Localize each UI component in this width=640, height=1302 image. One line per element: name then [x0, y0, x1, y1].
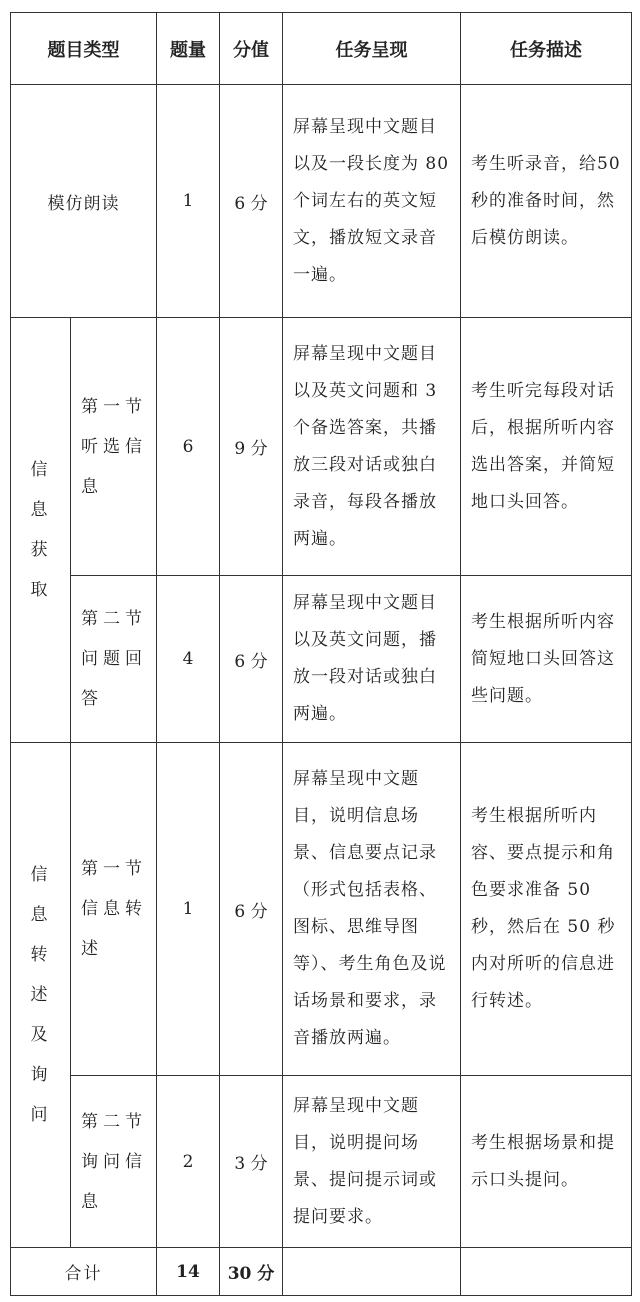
row-presentation: 屏幕呈现中文题目以及英文问题和 3 个备选答案，共播放三段对话或独白录音，每段各播放两遍。 [283, 318, 461, 576]
row-count: 6 [157, 318, 220, 576]
row-presentation: 屏幕呈现中文题目以及一段长度为 80 个词左右的英文短文，播放短文录音一遍。 [283, 85, 461, 318]
row-type: 模仿朗读 [11, 85, 157, 318]
row-presentation: 屏幕呈现中文题目以及英文问题，播放一段对话或独白两遍。 [283, 576, 461, 743]
table-row [11, 318, 632, 576]
header-presentation: 任务呈现 [283, 13, 461, 85]
row-score: 6 分 [220, 743, 283, 1076]
table-row [11, 85, 632, 318]
header-count: 题量 [157, 13, 220, 85]
section-label: 第二节询问信息 [71, 1076, 157, 1248]
row-presentation: 屏幕呈现中文题目，说明提问场景、提问提示词或提问要求。 [283, 1076, 461, 1248]
total-description-empty [461, 1248, 632, 1296]
row-count: 1 [157, 85, 220, 318]
row-description: 考生根据场景和提示口头提问。 [461, 1076, 632, 1248]
row-score: 6 分 [220, 85, 283, 318]
exam-structure-table [10, 12, 632, 1296]
section-label: 第二节问题回答 [71, 576, 157, 743]
row-count: 4 [157, 576, 220, 743]
table-row [11, 743, 632, 1076]
header-score: 分值 [220, 13, 283, 85]
section-label: 第一节信息转述 [71, 743, 157, 1076]
group-label: 信息获取 [11, 318, 71, 743]
header-description: 任务描述 [461, 13, 632, 85]
section-label: 第一节听选信息 [71, 318, 157, 576]
total-presentation-empty [283, 1248, 461, 1296]
total-label: 合计 [11, 1248, 157, 1296]
total-score: 30 分 [220, 1248, 283, 1296]
header-row [11, 13, 632, 85]
row-count: 2 [157, 1076, 220, 1248]
row-score: 3 分 [220, 1076, 283, 1248]
header-type: 题目类型 [11, 13, 157, 85]
row-description: 考生根据所听内容简短地口头回答这些问题。 [461, 576, 632, 743]
row-description: 考生听完每段对话后，根据所听内容选出答案，并简短地口头回答。 [461, 318, 632, 576]
row-description: 考生听录音，给50秒的准备时间，然后模仿朗读。 [461, 85, 632, 318]
row-score: 6 分 [220, 576, 283, 743]
table-row [11, 576, 632, 743]
total-count: 14 [157, 1248, 220, 1296]
row-description: 考生根据所听内容、要点提示和角色要求准备 50 秒，然后在 50 秒内对所听的信息进行转述。 [461, 743, 632, 1076]
row-score: 9 分 [220, 318, 283, 576]
row-count: 1 [157, 743, 220, 1076]
table-row [11, 1076, 632, 1248]
row-presentation: 屏幕呈现中文题目，说明信息场景、信息要点记录（形式包括表格、图标、思维导图等）、考生角色及说话场景和要求，录音播放两遍。 [283, 743, 461, 1076]
group-label: 信息转述及询问 [11, 743, 71, 1248]
total-row [11, 1248, 632, 1296]
